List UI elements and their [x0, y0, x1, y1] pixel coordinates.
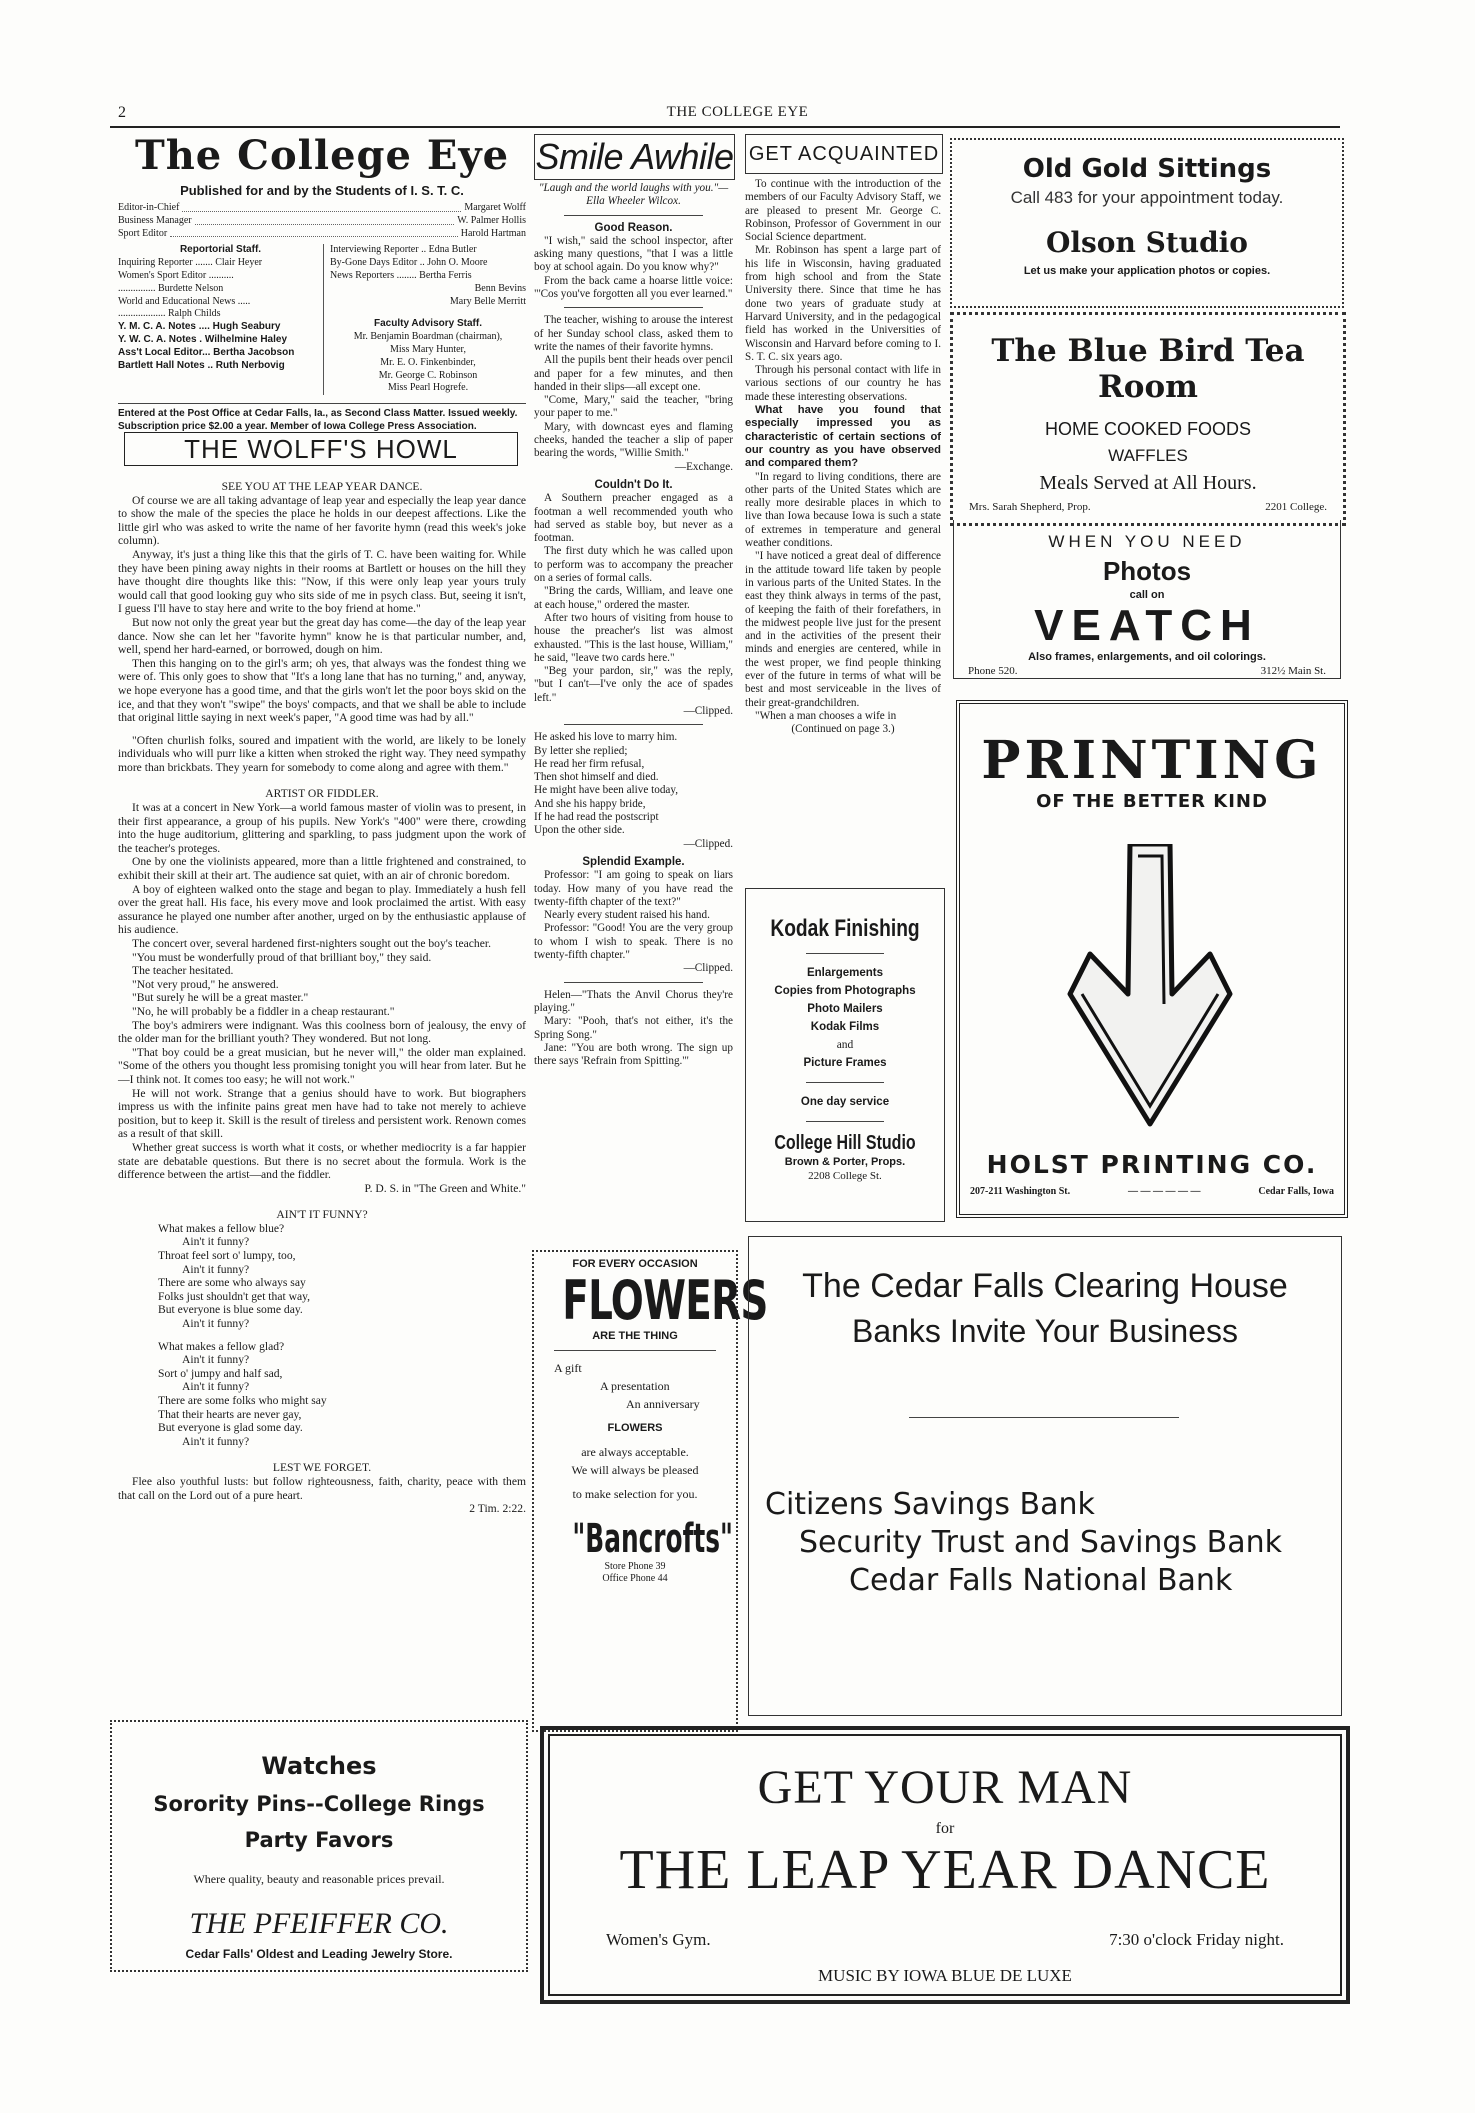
joke-paragraph: Mary, with downcast eyes and flaming cheeks, handed the teacher a slip of paper bearing the words, "Willie Smith." — [534, 420, 733, 460]
poem-line: Folks just shouldn't get that way, — [158, 1289, 311, 1303]
poem-line: Throat feel sort o' lumpy, too, — [158, 1249, 296, 1263]
joke-paragraph: Professor: "Good! You are the very group to whom I wish to speak. There is no twenty-fifth chapter." — [534, 922, 733, 962]
ad-headline: Watches — [261, 1752, 377, 1780]
poem-line: Sort o' jumpy and half sad, — [158, 1366, 283, 1380]
smile-awhile-title: Smile Awhile — [534, 134, 735, 180]
ad-headline: Photos — [1102, 556, 1192, 586]
joke-paragraph: "I wish," said the school inspector, after asking many questions, "that I was a little boy at school again. Do you know why?" — [534, 234, 733, 274]
ad-headline: THE LEAP YEAR DANCE — [619, 1839, 1271, 1901]
section-subhead: LEST WE FORGET. — [272, 1461, 372, 1475]
ad-kicker: WHEN YOU NEED — [1048, 532, 1246, 551]
paragraph: The concert over, several hardened first-nighters sought out the boy's teacher. — [132, 937, 491, 950]
ad-line: MUSIC BY IOWA BLUE DE LUXE — [818, 1966, 1072, 1985]
joke-paragraph: Nearly every student raised his hand. — [544, 909, 710, 922]
paragraph: "In regard to living conditions, there are other parts of the United States which are really more desirable places in which to live than Iowa because Iowa is such a state of extremes in temperature and general weather conditions. — [745, 470, 941, 550]
poem-line: But everyone is glad some day. — [158, 1421, 303, 1435]
staff-line: Interviewing Reporter .. Edna Butler — [330, 244, 477, 256]
paragraph: A boy of eighteen walked onto the stage and began to play. Immediately a hush fell over the great hall. His face, his every move and look proclaimed the artist. With easy assurance he played one number after another, urged on by the enthusiastic applause of his audience. — [118, 882, 526, 937]
ad-line: We will always be pleased — [571, 1463, 699, 1477]
masthead-published: Published for and by the Students of I. S. T. C. — [180, 183, 464, 198]
paragraph: One by one the violinists appeared, more than a little frightened and constrained, to exhibit their skill at their art. The audience sat quiet, with an air of chronic boredom. — [118, 855, 526, 883]
ad-separator: — — — — — — — [1127, 1186, 1201, 1197]
joke-head: Couldn't Do It. — [594, 478, 673, 491]
ad-phone: Office Phone 44 — [602, 1573, 668, 1584]
paragraph: He will not work. Strange that a genius should have to work. But biographers impress us with the infinite pains great men have had to take not merely to achieve position, but to keep it. Skill is the result of tireless and persistent work. Renown comes as a result of that skill. — [118, 1086, 526, 1141]
bancrofts-flowers-ad — [532, 1250, 768, 1732]
advisory-line: Miss Mary Hunter, — [390, 343, 466, 355]
ad-address: 207-211 Washington St. — [970, 1186, 1071, 1197]
verse-line: He read her firm refusal, — [534, 757, 645, 770]
poem-line: That their hearts are never gay, — [158, 1407, 302, 1421]
verse-line: He might have been alive today, — [534, 784, 679, 797]
joke-paragraph: From the back came a hoarse little voice: "'Cos you've forgotten all you ever learned." — [534, 274, 733, 301]
ad-business-name: The Blue Bird Tea Room — [991, 333, 1305, 405]
ad-address: 2201 College. — [1265, 501, 1327, 513]
advisory-heading: Faculty Advisory Staff. — [374, 318, 482, 330]
get-acquainted-title: GET ACQUAINTED — [745, 134, 943, 174]
ad-line: Let us make your application photos or copies. — [1023, 265, 1271, 277]
ad-line: An anniversary — [626, 1397, 700, 1411]
poem-line: Ain't it funny? — [182, 1235, 250, 1249]
joke-paragraph: "Bring the cards, William, and leave one at each house," ordered the master. — [534, 585, 733, 611]
ad-address: 2208 College St. — [808, 1170, 882, 1182]
paragraph: The teacher hesitated. — [132, 964, 234, 978]
signature: P. D. S. in "The Green and White." — [364, 1181, 526, 1195]
advisory-line: Mr. George C. Robinson — [378, 369, 478, 381]
advisory-line: Mr. Benjamin Boardman (chairman), — [353, 331, 503, 343]
kodak-finishing-ad — [745, 888, 945, 1222]
joke-paragraph: The first duty which he was called upon to perform was to accompany the preacher on a series of formal calls. — [534, 545, 733, 585]
staff-row: Business Manager W. Palmer Hollis — [118, 214, 526, 226]
paragraph: Of course we are all taking advantage of leap year and especially the leap year dance to show the male of the species the place he holds in our deepest affections. Like the little girl who was asked to write the name of her favorite hymn (read this week's joke column). — [118, 493, 526, 548]
ad-address: 312½ Main St. — [1260, 665, 1326, 677]
column-epigraph: "Laugh and the world laughs with you."—Ella Wheeler Wilcox. — [538, 182, 729, 208]
ad-line: Also frames, enlargements, and oil colorings. — [1028, 651, 1266, 663]
poem-line: There are some folks who might say — [158, 1394, 327, 1407]
ad-line: FLOWERS — [607, 1422, 663, 1434]
paragraph: "Not very proud," he answered. — [132, 977, 279, 991]
joke-paragraph: Jane: "You are both wrong. The sign up there says 'Refrain from Spitting.'" — [534, 1041, 733, 1068]
advisory-line: Mr. E. O. Finkenbinder, — [380, 356, 476, 368]
paragraph: Through his personal contact with life in various sections of our country he has made these interesting observations. — [745, 364, 941, 403]
reporters-advisory — [323, 244, 526, 395]
pfeiffer-ad — [110, 1720, 528, 1972]
staff-line: Mary Belle Merritt — [449, 295, 526, 307]
continued-note: (Continued on page 3.) — [791, 723, 895, 736]
ad-line: Brown & Porter, Props. — [784, 1156, 906, 1168]
smile-awhile-column — [534, 182, 733, 1068]
ad-line: for — [935, 1820, 955, 1837]
ad-line: Call 483 for your appointment today. — [1010, 188, 1284, 207]
paragraph: "But surely he will be a great master." — [132, 991, 309, 1005]
ad-line: Enlargements — [806, 967, 884, 979]
ad-subheadline: OF THE BETTER KIND — [1036, 791, 1268, 812]
veatch-photos-ad — [953, 520, 1341, 679]
poem-line: But everyone is blue some day. — [158, 1303, 303, 1317]
poem-line: Ain't it funny? — [182, 1434, 250, 1448]
joke-source: —Clipped. — [683, 962, 733, 975]
bank-name: Cedar Falls National Bank — [849, 1563, 1233, 1598]
poem-line: There are some who always say — [158, 1276, 306, 1290]
joke-paragraph: The teacher, wishing to arouse the interest of her Sunday school class, asked them to write the names of their favorite hymns. — [534, 314, 733, 353]
verse-line: By letter she replied; — [534, 744, 628, 757]
ad-kicker: ARE THE THING — [592, 1330, 678, 1342]
ad-location: Women's Gym. — [606, 1930, 711, 1949]
ad-line: and — [836, 1039, 854, 1051]
staff-line: News Reporters ........ Bertha Ferris — [330, 269, 472, 281]
leap-year-dance-ad — [540, 1726, 1350, 2004]
paragraph: Flee also youthful lusts: but follow righteousness, faith, charity, peace with them that call on the Lord out of a pure heart. — [118, 1474, 526, 1502]
joke-paragraph: Helen—"Thats the Anvil Chorus they're playing." — [534, 988, 733, 1014]
staff-line: ............... Burdette Nelson — [118, 282, 224, 294]
holst-printing-ad — [956, 700, 1348, 1218]
ad-footer — [968, 665, 1326, 677]
paragraph: Mr. Robinson has spent a large part of his life in Wisconsin, having graduated from high school and from the State University there. Since that time he has done two years of graduate study at Harvard University, and in the pedagogical field has worked in the Universities of Wisconsin and Harvard before coming to I. S. T. C. six years ago. — [745, 244, 941, 363]
entered-notice: Entered at the Post Office at Cedar Falls, Ia., as Second Class Matter. Issued weekly. Subscription price $2.00 a year. Member of Iowa College Press Association. — [118, 403, 526, 433]
joke-source: —Exchange. — [674, 460, 733, 473]
ad-city: Cedar Falls, Iowa — [1258, 1186, 1334, 1197]
ad-line: One day service — [800, 1096, 890, 1108]
ad-business-name: THE PFEIFFER CO. — [189, 1907, 449, 1940]
quote-paragraph: "Often churlish folks, soured and impatient with the world, are likely to be lonely individuals who will purr like a kitten when stroked the right way. They need sympathy more than brickbats. They yearn for somebody to come along and agree with them." — [118, 733, 526, 774]
paragraph: "I have noticed a great deal of difference in the attitude toward life taken by people in various parts of the United States. In the east they think always in terms of the past, of keeping the faith of their forefathers, in the midwest people live just for the present and in the activities of the present their minds and energies are centered, while in the west proper, we find people thinking ever of the future in terms of what will be best and most serviceable in the lives of their great-grandchildren. — [745, 550, 941, 709]
ad-line: A presentation — [600, 1379, 670, 1393]
reportorial-staff — [118, 244, 323, 395]
ad-tagline: Where quality, beauty and reasonable prices prevail. — [193, 1872, 445, 1886]
ad-line: A gift — [554, 1361, 582, 1375]
paragraph: Whether great success is worth what it costs, or whether mediocrity is a far happier state are debatable questions. But there is no secret about the formula. Work is the difference between the artist—and the fiddler. — [118, 1140, 526, 1182]
paragraph: Then this hanging on to the girl's arm; oh yes, that always was the fondest thing we were of. This only goes to show that "It's a long lane that has no turning," and, anyway, we hope everyone has a good time, and that the girls won't let the poor boys skid on the ice, and that they won't "swipe" the boys' compacts, and that we shall be able to include that original little saying in next week's paper, "A good time was had by all." — [118, 656, 526, 725]
staff-line: Benn Bevins — [474, 282, 526, 294]
poem-line: Ain't it funny? — [182, 1353, 250, 1367]
paragraph: The boy's admirers were indignant. Was this coolness born of jealousy, the envy of the older man for the brilliant youth? They wondered. But not long. — [118, 1018, 526, 1046]
masthead-title: The College Eye — [134, 132, 510, 179]
staff-line: Inquiring Reporter ....... Clair Heyer — [118, 257, 263, 269]
poem-line: What makes a fellow blue? — [158, 1221, 285, 1235]
ad-line: call on — [1129, 589, 1165, 601]
ad-line: Kodak Films — [810, 1021, 880, 1033]
staff-line: Women's Sport Editor .......... — [118, 269, 234, 281]
paragraph: But now not only the great year but the great day has come—the day of the leap year dance. Now she can let her "favorite hymn" know he is that particular number, and, well, spend her hard-earned, or borrowed, dough on him. — [118, 615, 526, 657]
ad-business-name: "Bancrofts" — [572, 1516, 733, 1562]
ad-footer — [969, 501, 1327, 513]
staff-line: Ass't Local Editor... Bertha Jacobson — [118, 346, 295, 358]
staff-line: Bartlett Hall Notes .. Ruth Nerbovig — [118, 359, 285, 371]
ad-headline: PRINTING — [981, 730, 1323, 791]
ad-headline: Banks Invite Your Business — [851, 1313, 1238, 1349]
ad-line: are always acceptable. — [581, 1445, 689, 1459]
ad-business-name: College Hill Studio — [774, 1132, 916, 1154]
ad-headline: Sorority Pins--College Rings — [153, 1792, 485, 1816]
joke-paragraph: A Southern preacher engaged as a footman a well recommended youth who had served as stable boy, but never as a footman. — [534, 492, 733, 545]
section-subhead: ARTIST OR FIDDLER. — [265, 787, 379, 801]
staff-line: ................... Ralph Childs — [118, 308, 221, 320]
ad-proprietor: Mrs. Sarah Shepherd, Prop. — [969, 501, 1091, 513]
staff-list — [118, 202, 526, 240]
verse-line: And she his happy bride, — [534, 797, 646, 810]
section-subhead: AIN'T IT FUNNY? — [276, 1208, 368, 1222]
joke-paragraph: Mary: "Pooh, that's not either, it's the Spring Song." — [534, 1015, 733, 1041]
wolffs-howl-title: THE WOLFF'S HOWL — [124, 432, 518, 466]
staff-line: Y. M. C. A. Notes .... Hugh Seabury — [118, 321, 281, 333]
joke-head: Good Reason. — [594, 221, 673, 234]
poem-line: Ain't it funny? — [182, 1262, 250, 1276]
staff-line: By-Gone Days Editor .. John O. Moore — [330, 257, 488, 269]
joke-source: —Clipped. — [683, 704, 733, 717]
reportorial-heading: Reportorial Staff. — [179, 244, 262, 256]
bank-name: Citizens Savings Bank — [765, 1487, 1095, 1522]
staff-line: World and Educational News ..... — [118, 295, 251, 307]
verse-line: Then shot himself and died. — [534, 771, 659, 784]
ad-business-name: Olson Studio — [1046, 226, 1248, 259]
masthead — [118, 132, 526, 433]
ad-headline: Kodak Finishing — [770, 915, 920, 942]
ad-kicker: FOR EVERY OCCASION — [572, 1258, 698, 1270]
paragraph: "No, he will probably be a fiddler in a cheap restaurant." — [132, 1004, 395, 1018]
paragraph: It was at a concert in New York—a world famous master of violin was to present, in their first appearance, a group of his pupils. New York's "400" were there, crowding into the huge auditorium, glittering and sparkling, to pass judgment upon the work of the teacher's proteges. — [118, 801, 526, 855]
ad-footer — [970, 1186, 1334, 1197]
poem-line: Ain't it funny? — [182, 1380, 250, 1394]
paper-title: THE COLLEGE EYE — [666, 104, 809, 120]
joke-source: —Clipped. — [683, 837, 733, 850]
staff-grid — [118, 244, 526, 395]
verse-line: If he had read the postscript — [534, 811, 659, 824]
joke-paragraph: After two hours of visiting from house to house the preacher's list was almost exhausted. "This is the last house, William," he said, "leave two cards here." — [534, 611, 733, 664]
ad-headline: The Cedar Falls Clearing House — [802, 1267, 1288, 1305]
interview-question: What have you found that especially impressed you as characteristic of certain sections of our country as you have observed and compared them? — [745, 404, 941, 470]
page-number: 2 — [118, 104, 126, 121]
down-arrow-icon — [1060, 844, 1240, 1134]
ad-business-name: HOLST PRINTING CO. — [986, 1150, 1318, 1179]
scripture-reference: 2 Tim. 2:22. — [469, 1502, 526, 1516]
paragraph: "You must be wonderfully proud of that brilliant boy," they said. — [132, 950, 432, 964]
joke-head: Splendid Example. — [582, 855, 685, 868]
staff-row: Editor-in-Chief Margaret Wolff — [118, 202, 526, 213]
ad-line: Picture Frames — [803, 1057, 887, 1069]
poem-line: Ain't it funny? — [182, 1317, 250, 1331]
joke-paragraph: All the pupils bent their heads over pencil and paper for a few minutes, and then handed in their slips—all except one. — [534, 354, 733, 393]
ad-line: to make selection for you. — [572, 1487, 698, 1501]
ad-headline: Party Favors — [244, 1828, 394, 1852]
ad-line: Meals Served at All Hours. — [1039, 472, 1257, 494]
joke-paragraph: Professor: "I am going to speak on liars today. How many of you have read the twenty-fifth chapter of the text?" — [534, 869, 733, 908]
paragraph: To continue with the introduction of the members of our Faculty Advisory Staff, we are pleased to present Mr. George C. Robinson, Professor of Government in our Social Science department. — [745, 178, 941, 244]
ad-headline: GET YOUR MAN — [757, 1761, 1133, 1814]
verse-line: He asked his love to marry him. — [534, 731, 678, 744]
staff-row: Sport Editor Harold Hartman — [118, 227, 526, 239]
ad-line: HOME COOKED FOODS — [1044, 419, 1251, 439]
get-acquainted-column — [745, 178, 941, 736]
ad-headline: FLOWERS — [562, 1269, 768, 1332]
bank-name: Security Trust and Savings Bank — [799, 1525, 1282, 1560]
joke-paragraph: "Beg your pardon, sir," was the reply, "but I can't—I've only the ace of spades left." — [534, 665, 733, 704]
wolffs-howl-column — [118, 476, 526, 1516]
paragraph: "That boy could be a great musician, but he never will," the older man explained. "Some of the others you thought less promising tonight you will hear from later. But he—I think not. It comes too easy; he will not work." — [118, 1045, 526, 1086]
section-subhead: SEE YOU AT THE LEAP YEAR DANCE. — [221, 480, 423, 493]
ad-phone: Phone 520. — [968, 665, 1018, 677]
clearing-house-banks-ad — [748, 1236, 1342, 1716]
ad-business-name: VEATCH — [1034, 601, 1260, 650]
ad-time: 7:30 o'clock Friday night. — [1109, 1930, 1284, 1949]
joke-paragraph: "Come, Mary," said the teacher, "bring your paper to me." — [534, 394, 733, 420]
paragraph: Anyway, it's just a thing like this that the girls of T. C. have been waiting for. While they have been pining away nights in their rooms at Bartlett or houses on the hill they have thought dire thoughts like this: "Now, if this were only leap year yours truly would call that good looking guy who sits side of me in psych class. But, seeing it isn't, I guess I'll have to stay here and write to the boy friend at home." — [118, 547, 526, 616]
advisory-line: Miss Pearl Hogrefe. — [387, 382, 469, 394]
ad-line: Photo Mailers — [807, 1003, 883, 1015]
blue-bird-tea-room-ad — [950, 312, 1346, 526]
ad-phone: Store Phone 39 — [604, 1561, 666, 1572]
ad-tagline: Cedar Falls' Oldest and Leading Jewelry Store. — [185, 1947, 453, 1961]
staff-line: Y. W. C. A. Notes . Wilhelmine Haley — [118, 333, 288, 345]
header-rule — [110, 126, 1340, 128]
verse-line: Upon the other side. — [534, 824, 625, 837]
ad-headline: Old Gold Sittings — [1022, 154, 1272, 184]
olson-studio-ad — [950, 138, 1344, 308]
paragraph: "When a man chooses a wife in — [755, 709, 897, 722]
ad-line: Copies from Photographs — [774, 985, 916, 997]
poem-line: What makes a fellow glad? — [158, 1339, 285, 1353]
ad-line: WAFFLES — [1108, 446, 1188, 465]
